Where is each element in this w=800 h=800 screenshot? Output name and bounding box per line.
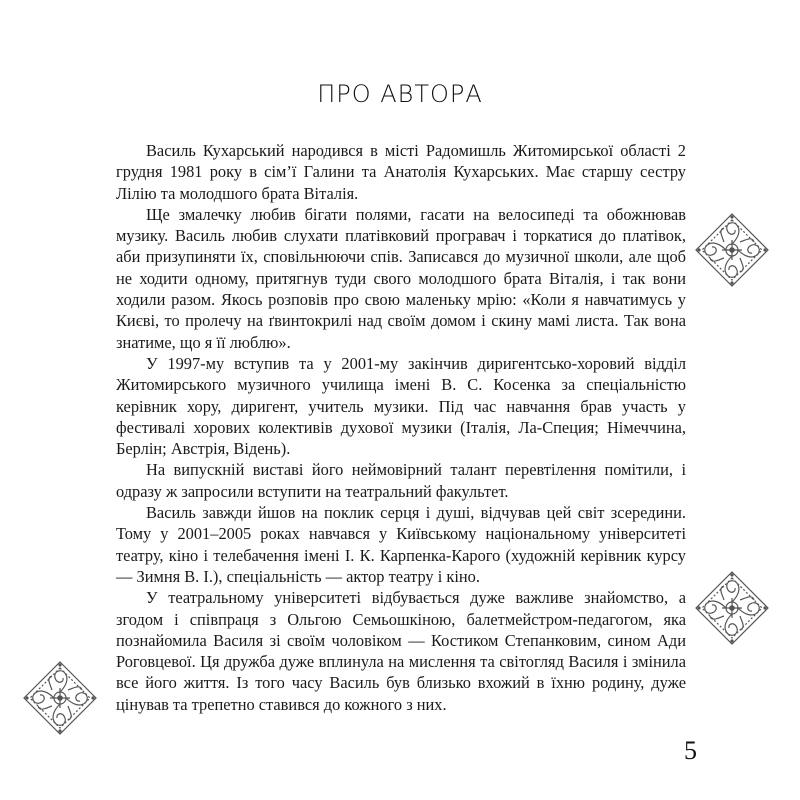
page-title: ПРО АВТОРА	[317, 80, 483, 108]
paragraph-graduation: На випускній виставі його неймовірний талант перевтілення помітили, і одразу ж запросили вступити на театральний факультет.	[116, 460, 686, 501]
paragraph-university: Василь завжди йшов на поклик серця і душі, відчував цей світ зсередини. Тому у 2001–2005 роках навчався у Київському національному університеті театру, кіно і телебачення імені І. К. Карпенка-Карого (художній керівник курсу — Зимня В. І.), спеціальність — актор театру і кіно.	[116, 503, 686, 586]
paragraph-birth: Василь Кухарський народився в місті Радомишль Житомирської області 2 грудня 1981 року в сім’ї Галини та Анатолія Кухарських. Має старшу сестру Лілію та молодшого брата Віталія.	[116, 141, 686, 203]
paragraph-music-school: У 1997-му вступив та у 2001-му закінчив диригентсько-хоровий відділ Житомирського музичного училища імені В. С. Косенка за спеціальністю керівник хору, диригент, учитель музики. Під час навчання брав участь у фестивалі хорових колективів духової музики (Італія, Ла-Специя; Німеччина, Берлін; Австрія, Відень).	[116, 353, 686, 459]
folk-ornament-icon	[692, 210, 772, 290]
folk-ornament-icon	[20, 658, 100, 738]
body-text	[116, 140, 686, 715]
paragraph-friendship: У театральному університеті відбувається дуже важливе знайомство, а згодом і співпраця з Ольгою Семьошкіною, балетмейстром-педагогом, яка познайомила Василя зі своїм чоловіком — Костиком Степанковим, сином Ади Роговцевої. Ця дружба дуже вплинула на мислення та світогляд Василя і змінила все його життя. Із того часу Василь був близько вхожий в їхню родину, дуже цінував та трепетно ставився до кожного з них.	[116, 588, 686, 714]
folk-ornament-icon	[692, 568, 772, 648]
paragraph-childhood: Ще змалечку любив бігати полями, гасати на велосипеді та обожнював музику. Василь любив слухати платівковий програвач і торкатися до платівок, аби призупиняти їх, сповільнюючи спів. Записався до музичної школи, але щоб не ходити одному, притягнув туди свого молодшого брата Віталія, і так вони ходили разом. Якось розповів про свою маленьку мрію: «Коли я навчатимусь у Києві, то пролечу на ґвинтокрилі над своїм домом і скину мамі листа. Так вона знатиме, що я її люблю».	[116, 204, 686, 352]
page-number: 5	[684, 736, 697, 765]
